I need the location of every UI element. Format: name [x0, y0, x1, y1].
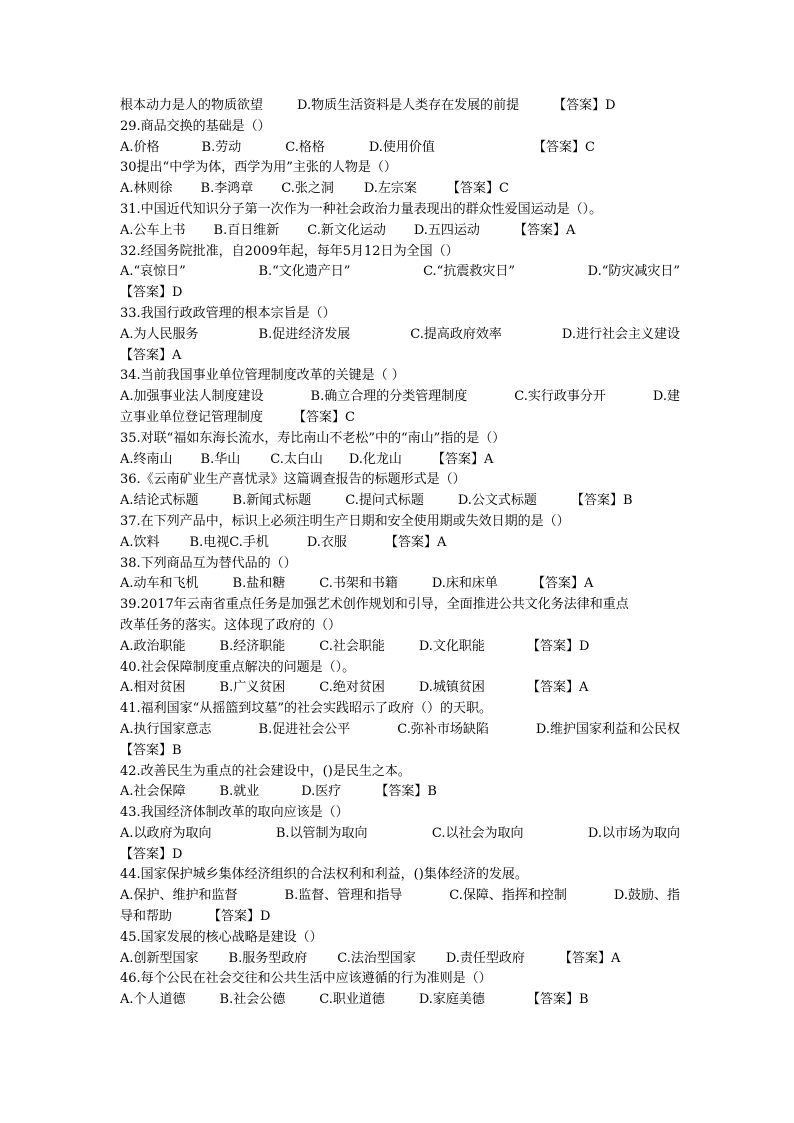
line-text: A.公车上书 — [120, 222, 186, 238]
option-text: B.促进经济发展 — [258, 326, 351, 342]
option-text: D.城镇贫困 — [418, 680, 485, 696]
line-text: 42.改善民生为重点的社会建设中，()是民生之本。 — [120, 763, 411, 779]
line-text: 35.对联“福如东海长流水，寿比南山不老松”中的“南山”指的是（） — [120, 430, 506, 446]
line-text: A.创新型国家 — [120, 950, 199, 966]
line-text: 29.商品交换的基础是（） — [120, 118, 271, 134]
text-line — [120, 949, 680, 970]
line-text: 45.国家发展的核心战略是建设（） — [120, 929, 323, 945]
option-text: C.手机 — [229, 534, 269, 550]
line-text: 导和帮助 — [120, 909, 173, 925]
text-line — [120, 221, 680, 242]
text-line — [120, 346, 680, 367]
text-line — [120, 886, 680, 907]
option-text: D.左宗案 — [363, 181, 417, 197]
line-text: A.动车和飞机 — [120, 576, 199, 592]
answer-label: 【答案】A — [384, 534, 447, 550]
line-text: 33.我国行政政管理的根本宗旨是（） — [120, 305, 336, 321]
answer-label: 【答案】C — [293, 409, 355, 425]
line-text: 41.福利国家“从摇篮到坟墓”的社会实践昭示了政府（）的天职。 — [120, 701, 492, 717]
option-text: D.建 — [652, 389, 680, 405]
line-text: 39.2017年云南省重点任务是加强艺术创作规划和引导，全面推进公共文化务法律和重点 — [120, 597, 629, 613]
text-line — [120, 741, 680, 762]
option-text: D.使用价值 — [368, 139, 435, 155]
option-text: C.张之洞 — [281, 181, 334, 197]
option-text: B.新闻式标题 — [232, 493, 312, 509]
line-text: 46.每个公民在社会交往和公共生活中应该遵循的行为准则是（） — [120, 971, 492, 987]
answer-label: 【答案】C — [446, 181, 509, 197]
option-text: B.就业 — [219, 784, 260, 800]
answer-label: 【答案】D — [526, 638, 590, 654]
text-line — [120, 824, 680, 845]
line-text: A.加强事业法人制度建设 — [120, 389, 264, 405]
answer-label: 【答案】A — [120, 347, 182, 363]
option-text: C.新文化运动 — [307, 222, 386, 238]
option-text: D.鼓励、指 — [613, 888, 680, 904]
text-line — [120, 928, 680, 949]
text-line — [120, 304, 680, 325]
option-text: B.劳动 — [201, 139, 242, 155]
line-text: 34.当前我国事业单位管理制度改革的关键是（ ） — [120, 368, 405, 384]
option-text: D.“防灾减灾日” — [587, 264, 680, 280]
text-line — [120, 720, 680, 741]
option-text: B.确立合理的分类管理制度 — [310, 389, 468, 405]
option-text: B.以管制为取向 — [275, 825, 368, 841]
line-text: 37.在下列产品中，标识上必须注明生产日期和安全使用期或失效日期的是（） — [120, 513, 570, 529]
text-line — [120, 574, 680, 595]
line-text: 36.《云南矿业生产喜忧录》这篇调查报告的标题形式是（） — [120, 472, 466, 488]
line-text: 40.社会保障制度重点解决的问题是（）。 — [120, 659, 356, 675]
text-line — [120, 762, 680, 783]
text-line — [120, 283, 680, 304]
text-line — [120, 803, 680, 824]
line-text: A.相对贫困 — [120, 680, 186, 696]
text-line — [120, 990, 680, 1011]
option-text: C.绝对贫困 — [319, 680, 385, 696]
line-text: 根本动力是人的物质欲望 — [120, 98, 264, 113]
answer-label: 【答案】B — [570, 493, 633, 509]
option-text: B.广义贫困 — [219, 680, 286, 696]
line-text: A.“哀惊日” — [120, 264, 186, 280]
line-text: 44.国家保护城乡集体经济组织的合法权利和利益，()集体经济的发展。 — [120, 867, 528, 883]
text-line — [120, 387, 680, 408]
option-text: B.服务型政府 — [228, 950, 308, 966]
text-line — [120, 242, 680, 263]
option-text: C.职业道德 — [319, 992, 385, 1008]
option-text: D.责任型政府 — [445, 950, 525, 966]
option-text: B.“文化遗产日” — [258, 264, 351, 280]
answer-label: 【答案】B — [526, 992, 589, 1008]
option-text: C.实行政事分开 — [514, 389, 606, 405]
option-text: C.格格 — [285, 139, 325, 155]
text-line — [120, 782, 680, 803]
line-text: 38.下列商品互为替代品的（） — [120, 555, 297, 571]
option-text: C.法治型国家 — [337, 950, 416, 966]
text-line — [120, 969, 680, 990]
answer-label: 【答案】B — [375, 784, 437, 800]
option-text: D.进行社会主义建设 — [561, 326, 680, 342]
line-text: A.保护、维护和监督 — [120, 888, 238, 904]
option-text: C.社会职能 — [319, 638, 385, 654]
answer-label: 【答案】A — [526, 680, 589, 696]
text-line — [120, 117, 680, 138]
text-line — [120, 200, 680, 221]
option-text: B.华山 — [200, 451, 241, 467]
text-line — [120, 470, 680, 491]
line-text: A.林则徐 — [120, 181, 173, 197]
answer-label: 【答案】C — [532, 139, 595, 155]
option-text: B.百日维新 — [213, 222, 280, 238]
option-text: B.促进社会公平 — [258, 721, 351, 737]
option-text: B.社会公德 — [219, 992, 286, 1008]
option-text: C.保障、指挥和控制 — [449, 888, 567, 904]
text-line — [120, 491, 680, 512]
line-text: 改革任务的落实。这体现了政府的（） — [120, 617, 342, 633]
line-text: 32.经国务院批准，自2009年起，每年5月12日为全国（） — [120, 243, 459, 259]
option-text: D.五四运动 — [413, 222, 480, 238]
option-text: C.“抗震救灾日” — [423, 264, 515, 280]
option-text: D.化龙山 — [348, 451, 402, 467]
option-text: D.公文式标题 — [457, 493, 537, 509]
answer-label: 【答案】A — [531, 576, 594, 592]
option-text: B.经济职能 — [219, 638, 286, 654]
text-line — [120, 845, 680, 866]
text-line — [120, 637, 680, 658]
option-text: D.文化职能 — [418, 638, 485, 654]
text-line — [120, 408, 680, 429]
line-text: A.执行国家意志 — [120, 721, 212, 737]
text-line — [120, 325, 680, 346]
text-line — [120, 450, 680, 471]
line-text: A.终南山 — [120, 451, 173, 467]
text-line — [120, 699, 680, 720]
text-line — [120, 262, 680, 283]
text-line — [120, 158, 680, 179]
text-line — [120, 366, 680, 387]
text-line — [120, 678, 680, 699]
text-line — [120, 554, 680, 575]
line-text: A.价格 — [120, 139, 160, 155]
text-line — [120, 865, 680, 886]
option-text: D.物质生活资料是人类存在发展的前提 — [297, 98, 520, 113]
answer-label: 【答案】A — [431, 451, 494, 467]
text-line — [120, 179, 680, 200]
text-line — [120, 533, 680, 554]
line-text: A.结论式标题 — [120, 493, 199, 509]
line-text: A.以政府为取向 — [120, 825, 212, 841]
line-text: A.社会保障 — [120, 784, 186, 800]
line-text: 43.我国经济体制改革的取向应该是（） — [120, 805, 349, 821]
answer-label: 【答案】A — [513, 222, 576, 238]
text-line — [120, 616, 680, 637]
option-text: D.维护国家利益和公民权 — [535, 721, 680, 737]
text-line — [120, 907, 680, 928]
line-text: A.为人民服务 — [120, 326, 199, 342]
text-line — [120, 96, 680, 117]
option-text: D.以市场为取向 — [587, 825, 680, 841]
option-text: C.提问式标题 — [345, 493, 424, 509]
option-text: C.提高政府效率 — [410, 326, 502, 342]
question-list — [120, 96, 680, 1011]
answer-label: 【答案】B — [120, 742, 182, 758]
text-line — [120, 429, 680, 450]
line-text: 立事业单位登记管理制度 — [120, 409, 264, 425]
option-text: D.床和床单 — [431, 576, 498, 592]
option-text: C.书架和书籍 — [319, 576, 398, 592]
option-text: B.电视 — [189, 534, 230, 550]
option-text: C.以社会为取向 — [431, 825, 524, 841]
option-text: B.李鸿章 — [200, 181, 254, 197]
answer-label: 【答案】D — [208, 909, 271, 925]
line-text: A.政治职能 — [120, 638, 186, 654]
option-text: C.太白山 — [270, 451, 323, 467]
line-text: 30提出“中学为体，西学为用”主张的人物是（） — [120, 160, 397, 176]
option-text: B.监督、管理和指导 — [284, 888, 403, 904]
answer-label: 【答案】A — [558, 950, 621, 966]
option-text: D.家庭美德 — [418, 992, 485, 1008]
line-text: 31.中国近代知识分子第一次作为一种社会政治力量表现出的群众性爱国运动是（）。 — [120, 201, 603, 217]
option-text: D.医疗 — [301, 784, 342, 800]
option-text: C.弥补市场缺陷 — [397, 721, 489, 737]
text-line — [120, 138, 680, 159]
line-text: A.饮料 — [120, 534, 160, 550]
text-line — [120, 512, 680, 533]
option-text: B.盐和糖 — [232, 576, 286, 592]
line-text: A.个人道德 — [120, 992, 186, 1008]
text-line — [120, 595, 680, 616]
option-text: D.衣服 — [306, 534, 347, 550]
answer-label: 【答案】D — [120, 846, 183, 862]
answer-label: 【答案】D — [553, 98, 616, 113]
text-line — [120, 658, 680, 679]
answer-label: 【答案】D — [120, 285, 183, 301]
